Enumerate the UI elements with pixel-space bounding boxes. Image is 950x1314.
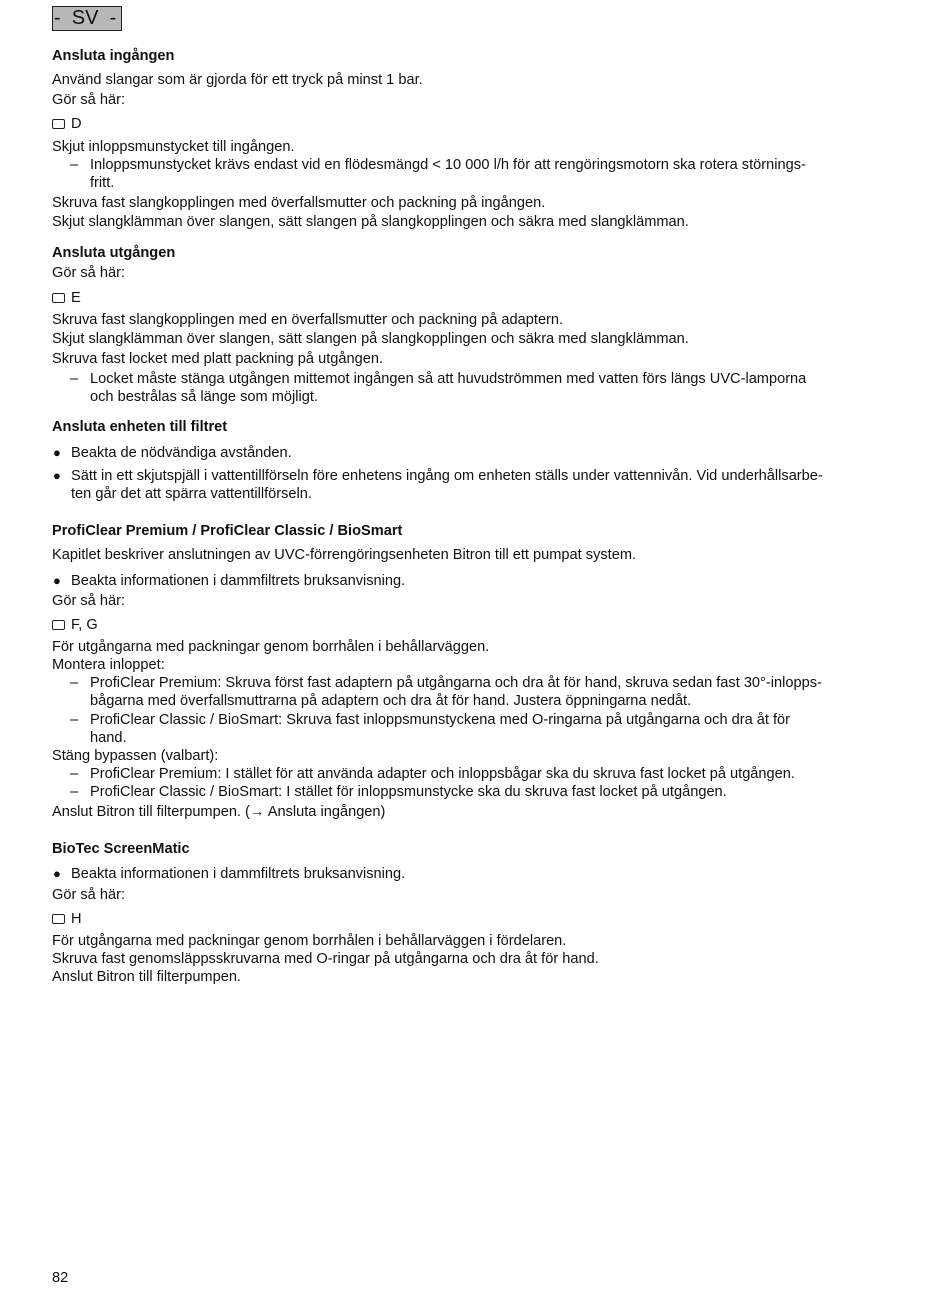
figure-reference — [52, 115, 82, 133]
paragraph: Skruva fast slangkopplingen med en överfallsmutter och packning på adaptern. — [52, 312, 564, 328]
bullet-item: Beakta de nödvändiga avstånden. — [71, 445, 292, 461]
paragraph: Skjut slangklämman över slangen, sätt slangen på slangkopplingen och säkra med slangklämman. — [52, 214, 689, 230]
paragraph: Skjut slangklämman över slangen, sätt slangen på slangkopplingen och säkra med slangklämman. — [52, 331, 689, 347]
dash-item: ProfiClear Premium: I stället för att använda adapter och inloppsbågar ska du skruva fast locket på utgången. — [90, 766, 795, 782]
section-title-connect-filter: Ansluta enheten till filtret — [52, 419, 228, 435]
figure-label: E — [71, 290, 81, 306]
language-tag: - SV - — [52, 6, 122, 31]
bullet-item: Beakta informationen i dammfiltrets bruksanvisning. — [71, 573, 406, 589]
section-title-proficlear: ProfiClear Premium / ProfiClear Classic / BioSmart — [52, 523, 403, 539]
section-title-outlet: Ansluta utgången — [52, 245, 176, 261]
dash-item-continued: och bestrålas så länge som möjligt. — [90, 389, 318, 405]
dash-marker: – — [70, 371, 79, 387]
paragraph: Gör så här: — [52, 92, 125, 108]
paragraph: Skruva fast genomsläppsskruvarna med O-ringar på utgångarna och dra åt för hand. — [52, 951, 599, 967]
dash-item-continued: bågarna med överfallsmuttrarna på adaptern och dra åt för hand. Justera öppningarna nedåt. — [90, 693, 692, 709]
paragraph: Anslut Bitron till filterpumpen. — [52, 969, 241, 985]
paragraph: Kapitlet beskriver anslutningen av UVC-förrengöringsenheten Bitron till ett pumpat system. — [52, 547, 637, 563]
paragraph: Gör så här: — [52, 593, 125, 609]
figure-label: F, G — [71, 617, 98, 633]
bullet-marker: ● — [53, 445, 61, 460]
dash-item-continued: fritt. — [90, 175, 115, 191]
paragraph: Gör så här: — [52, 887, 125, 903]
bullet-item: Sätt in ett skjutspjäll i vattentillförseln före enhetens ingång om enheten ställs under vattennivån. Vid underhållsarbe- — [71, 468, 823, 484]
paragraph: För utgångarna med packningar genom borrhålen i behållarväggen. — [52, 639, 490, 655]
dash-item: Inloppsmunstycket krävs endast vid en flödesmängd < 10 000 l/h för att rengöringsmotorn ska rotera störnings- — [90, 157, 806, 173]
paragraph: Skjut inloppsmunstycket till ingången. — [52, 139, 295, 155]
figure-reference — [52, 616, 98, 634]
bullet-marker: ● — [53, 866, 61, 881]
figure-icon — [52, 620, 65, 630]
dash-item-continued: hand. — [90, 730, 127, 746]
paragraph: För utgångarna med packningar genom borrhålen i behållarväggen i fördelaren. — [52, 933, 567, 949]
dash-item: Locket måste stänga utgången mittemot ingången så att huvudströmmen med vatten förs längs UVC-lamporna — [90, 371, 807, 387]
paragraph: Skruva fast locket med platt packning på utgången. — [52, 351, 383, 367]
bullet-marker: ● — [53, 573, 61, 588]
figure-icon — [52, 119, 65, 129]
dash-marker: – — [70, 157, 79, 173]
figure-reference — [52, 910, 82, 928]
figure-reference — [52, 289, 81, 307]
figure-icon — [52, 914, 65, 924]
section-title-screenmatic: BioTec ScreenMatic — [52, 841, 190, 857]
paragraph: Montera inloppet: — [52, 657, 165, 673]
figure-label: H — [71, 911, 82, 927]
dash-item: ProfiClear Classic / BioSmart: I stället för inloppsmunstycke ska du skruva fast locket på utgången. — [90, 784, 727, 800]
section-title-inlet: Ansluta ingången — [52, 48, 175, 64]
paragraph: Använd slangar som är gjorda för ett tryck på minst 1 bar. — [52, 72, 423, 88]
figure-icon — [52, 293, 65, 303]
figure-label: D — [71, 116, 82, 132]
dash-item: ProfiClear Classic / BioSmart: Skruva fast inloppsmunstyckena med O-ringarna på utgångarna och dra åt för — [90, 712, 791, 728]
dash-marker: – — [70, 712, 79, 728]
paragraph: Gör så här: — [52, 265, 125, 281]
paragraph: Stäng bypassen (valbart): — [52, 748, 219, 764]
bullet-item-continued: ten går det att spärra vattentillförseln. — [71, 486, 312, 502]
dash-marker: – — [70, 675, 79, 691]
bullet-item: Beakta informationen i dammfiltrets bruksanvisning. — [71, 866, 406, 882]
dash-marker: – — [70, 784, 79, 800]
paragraph: Anslut Bitron till filterpumpen. (→ Ansluta ingången) — [52, 804, 386, 820]
dash-marker: – — [70, 766, 79, 782]
bullet-marker: ● — [53, 468, 61, 483]
page-number: 82 — [52, 1270, 69, 1286]
paragraph: Skruva fast slangkopplingen med överfallsmutter och packning på ingången. — [52, 195, 546, 211]
dash-item: ProfiClear Premium: Skruva först fast adaptern på utgångarna och dra åt för hand, skruva sedan fast 30°-inlopps- — [90, 675, 822, 691]
